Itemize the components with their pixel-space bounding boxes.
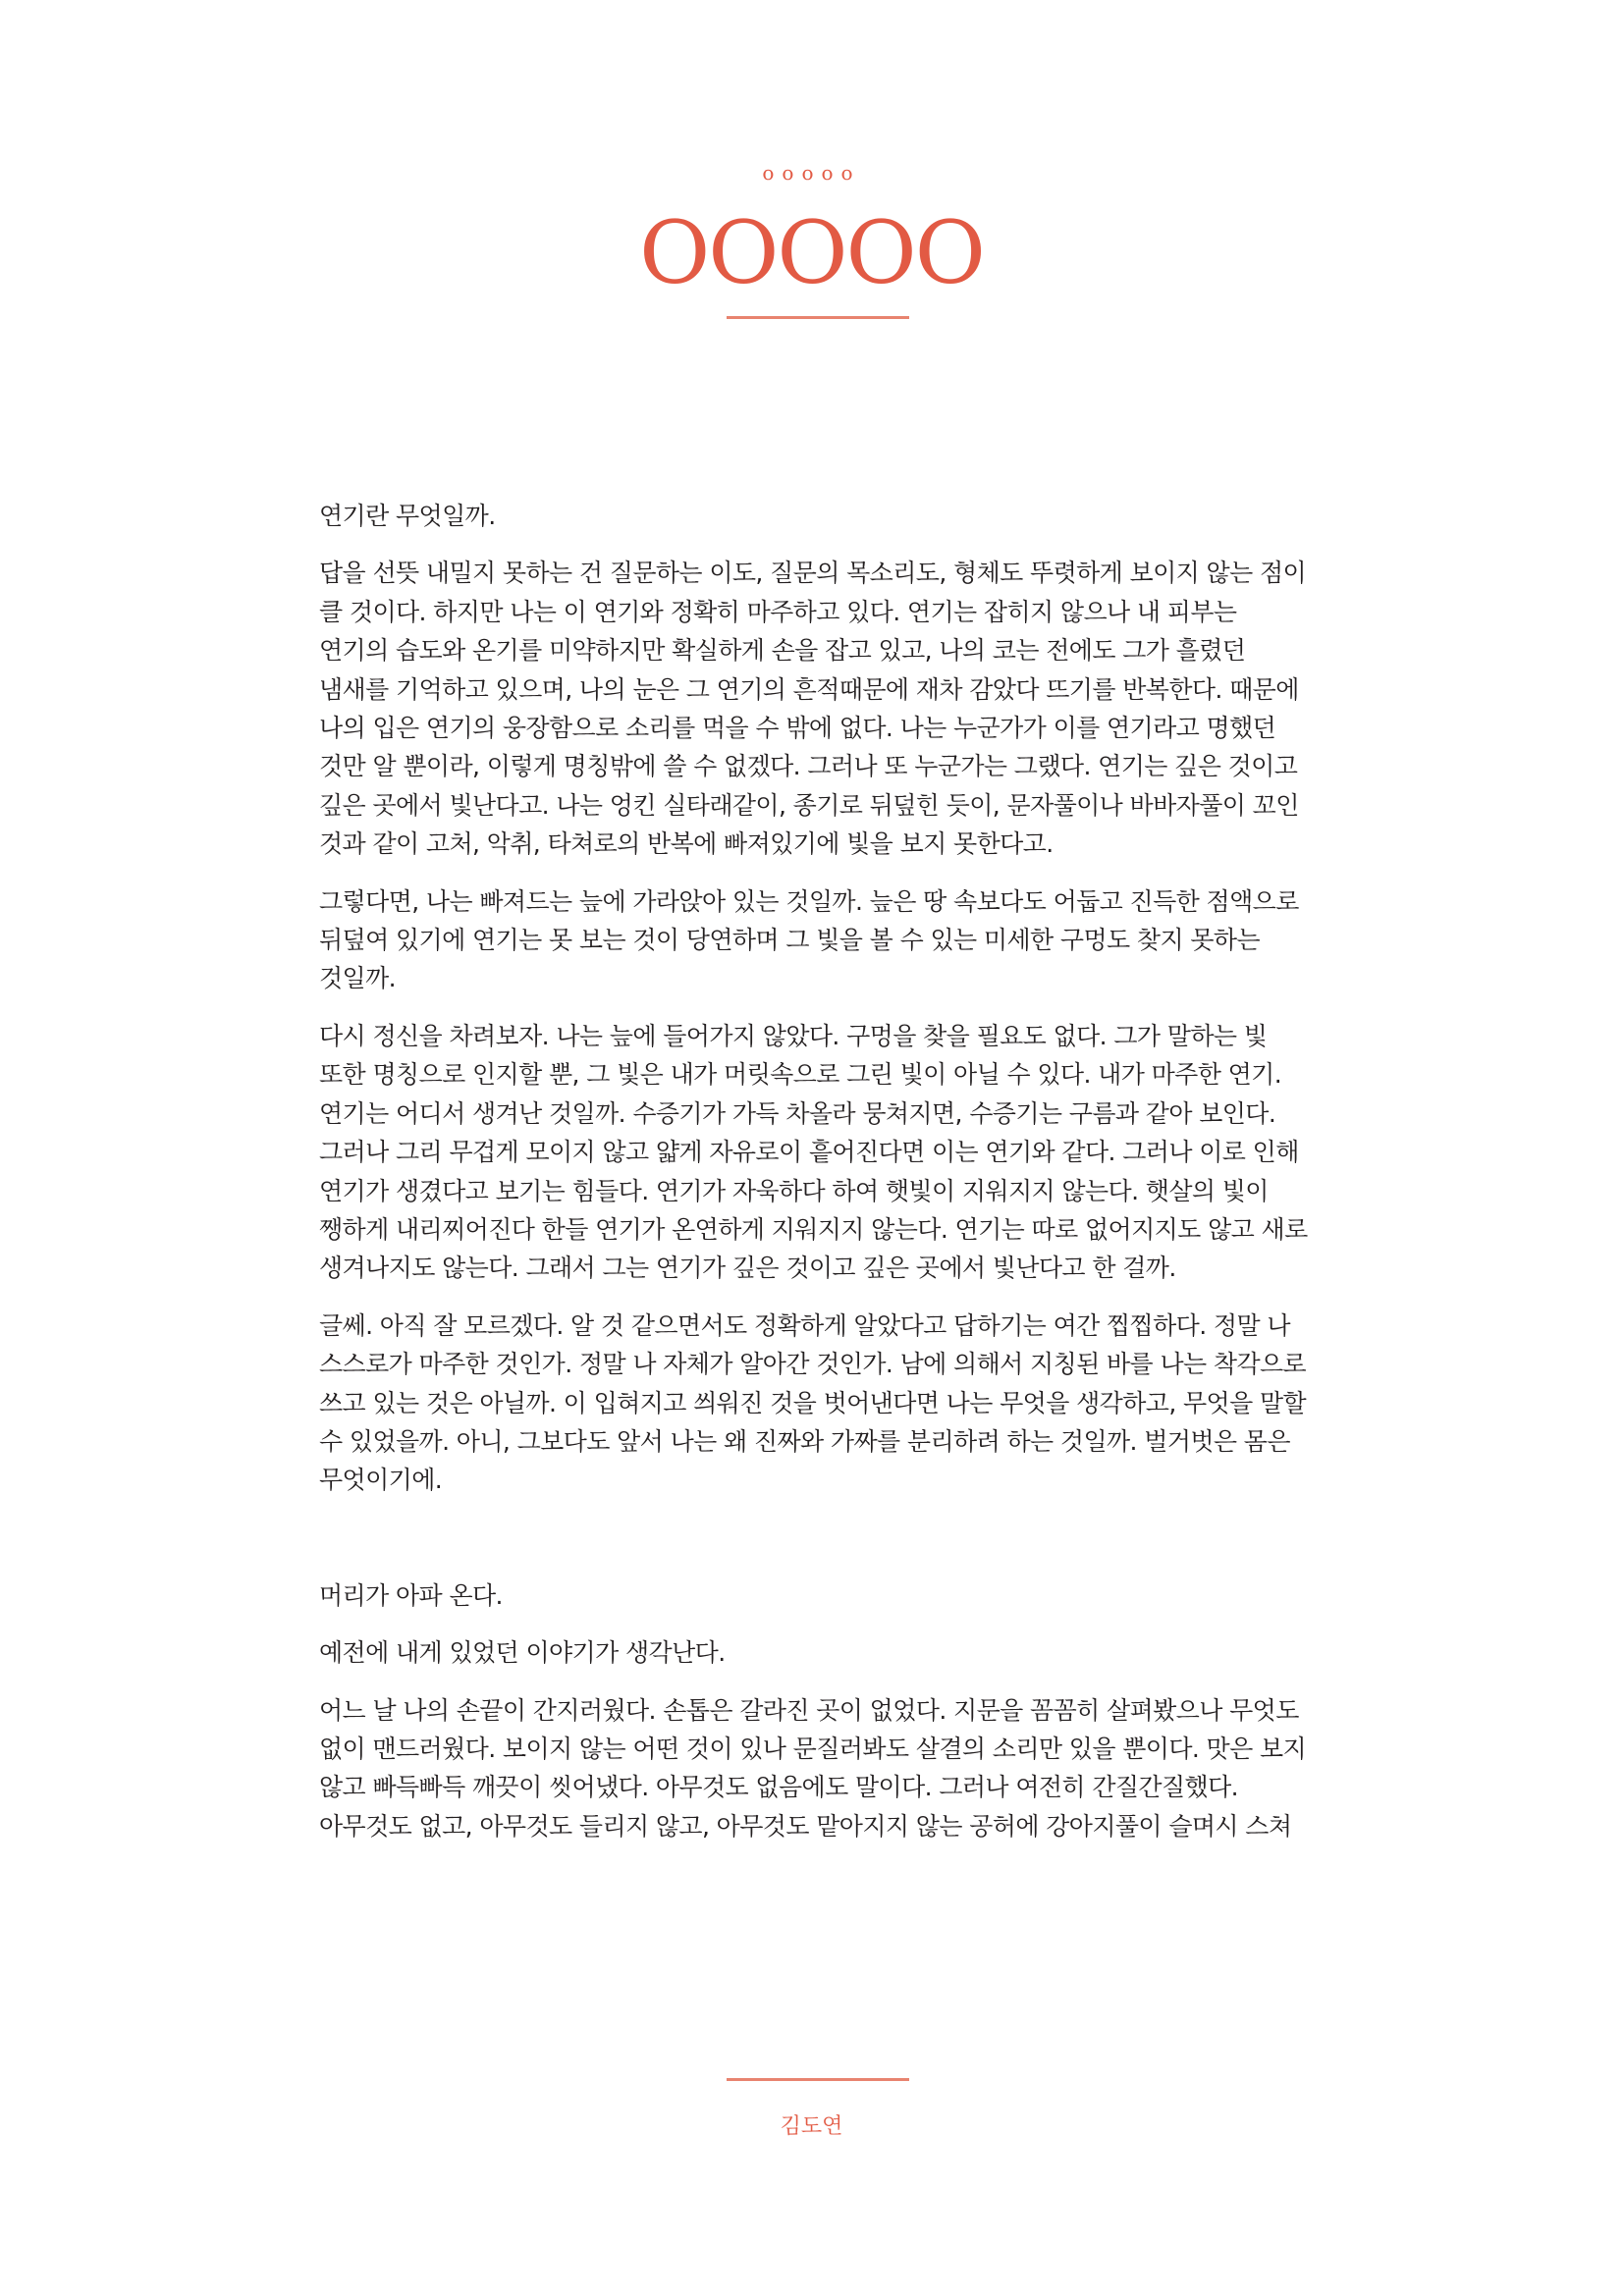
paragraph: 그렇다면, 나는 빠져드는 늪에 가라앉아 있는 것일까. 늪은 땅 속보다도 어둡고 진득한 점액으로 뒤덮여 있기에 연기는 못 보는 것이 당연하며 그 빛을 볼 수 있는 미세한 구멍도 찾지 못하는 것일까.	[319, 886, 1299, 993]
paragraph: 글쎄. 아직 잘 모르겠다. 알 것 같으면서도 정확하게 알았다고 답하기는 여간 찝찝하다. 정말 나 스스로가 마주한 것인가. 정말 나 자체가 알아간 것인가. 남에 의해서 지칭된 바를 나는 착각으로 쓰고 있는 것은 아닐까. 이 입혀지고 씌워진 것을 벗어낸다면 나는 무엇을 생각하고, 무엇을 말할 수 있었을까. 아니, 그보다도 앞서 나는 왜 진짜와 가짜를 분리하려 하는 것일까. 벌거벗은 몸은 무엇이기에.	[319, 1310, 1307, 1495]
page-title: OOOOO	[639, 202, 984, 303]
footer-divider	[727, 2078, 909, 2081]
paragraph: 연기란 무엇일까.	[319, 502, 496, 530]
paragraph: 답을 선뜻 내밀지 못하는 건 질문하는 이도, 질문의 목소리도, 형체도 뚜렷하게 보이지 않는 점이 클 것이다. 하지만 나는 이 연기와 정확히 마주하고 있다. 연기는 잡히지 않으나 내 피부는 연기의 습도와 온기를 미약하지만 확실하게 손을 잡고 있고, 나의 코는 전에도 그가 흘렸던 냄새를 기억하고 있으며, 나의 눈은 그 연기의 흔적때문에 재차 감았다 뜨기를 반복한다. 때문에 나의 입은 연기의 웅장함으로 소리를 먹을 수 밖에 없다. 나는 누군가가 이를 연기라고 명했던 것만 알 뿐이라, 이렇게 명칭밖에 쓸 수 없겠다. 그러나 또 누군가는 그랬다. 연기는 깊은 것이고 깊은 곳에서 빛난다고. 나는 엉킨 실타래같이, 종기로 뒤덮힌 듯이, 문자풀이나 바바자풀이 꼬인 것과 같이 고처, 악취, 타쳐로의 반복에 빠져있기에 빛을 보지 못한다고.	[319, 559, 1307, 859]
essay-body	[319, 497, 1311, 1864]
title-divider	[727, 316, 909, 319]
paragraph: 어느 날 나의 손끝이 간지러웠다. 손톱은 갈라진 곳이 없었다. 지문을 꼼꼼히 살펴봤으나 무엇도 없이 맨드러웠다. 보이지 않는 어떤 것이 있나 문질러봐도 살결의 소리만 있을 뿐이다. 맛은 보지 않고 빠득빠득 깨끗이 씻어냈다. 아무것도 없음에도 말이다. 그러나 여전히 간질간질했다. 아무것도 없고, 아무것도 들리지 않고, 아무것도 맡아지지 않는 공허에 강아지풀이 슬며시 스쳐	[319, 1695, 1307, 1841]
paragraph: 예전에 내게 있었던 이야기가 생각난다.	[319, 1638, 726, 1668]
decorative-circles: ooooo	[762, 161, 861, 185]
paragraph: 머리가 아파 온다.	[319, 1580, 503, 1610]
paragraph: 다시 정신을 차려보자. 나는 늪에 들어가지 않았다. 구멍을 찾을 필요도 없다. 그가 말하는 빛 또한 명칭으로 인지할 뿐, 그 빛은 내가 머릿속으로 그린 빛이 아닐 수 있다. 내가 마주한 연기. 연기는 어디서 생겨난 것일까. 수증기가 가득 차올라 뭉쳐지면, 수증기는 구름과 같아 보인다. 그러나 그리 무겁게 모이지 않고 얇게 자유로이 흩어진다면 이는 연기와 같다. 그러나 이로 인해 연기가 생겼다고 보기는 힘들다. 연기가 자욱하다 하여 햇빛이 지워지지 않는다. 햇살의 빛이 쨍하게 내리찌어진다 한들 연기가 온연하게 지워지지 않는다. 연기는 따로 없어지지도 않고 새로 생겨나지도 않는다. 그래서 그는 연기가 깊은 것이고 깊은 곳에서 빛난다고 한 걸까.	[319, 1021, 1308, 1283]
section-break	[319, 1519, 1311, 1576]
author-name: 김도연	[780, 2114, 843, 2139]
